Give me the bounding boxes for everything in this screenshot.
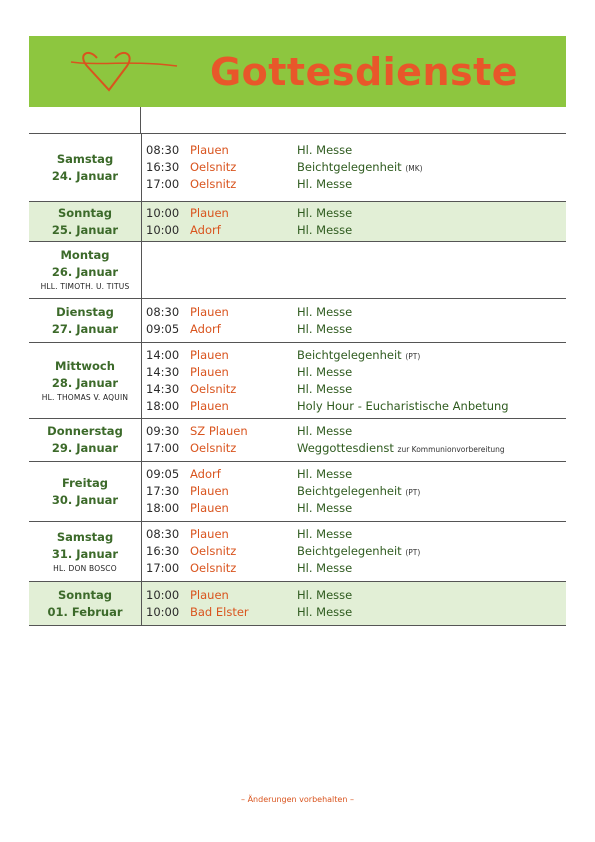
event-time: 10:00 [146,587,180,602]
event-time: 08:30 [146,304,180,319]
event-item [142,364,566,381]
event-note: (PT) [405,488,421,497]
event-service-cell [297,205,566,222]
event-time: 18:00 [146,398,180,413]
day-date: 01. Februar [47,604,123,619]
event-list [142,343,566,418]
event-service-cell [297,483,566,500]
day-row [29,522,566,582]
event-service: Hl. Messe [297,501,353,515]
event-service: Hl. Messe [297,143,353,157]
event-place: Oelsnitz [190,160,237,174]
event-place: Oelsnitz [190,561,237,575]
day-name: Dienstag [56,304,114,319]
day-date: 24. Januar [51,168,119,183]
event-time: 18:00 [146,501,180,515]
event-service-cell [297,142,566,159]
event-service: Hl. Messe [297,381,353,396]
event-place: Plauen [190,347,229,362]
event-item [142,142,566,159]
event-item [142,321,566,338]
event-time: 08:30 [146,527,180,541]
event-item [142,304,566,321]
event-time: 16:30 [146,160,180,174]
day-label [29,419,142,461]
event-item [142,440,566,457]
event-service-cell [297,381,566,398]
day-name: Donnerstag [47,424,123,438]
event-service-cell [297,423,566,440]
day-label [29,202,142,241]
day-name: Sonntag [57,205,113,220]
event-time: 09:05 [146,321,180,336]
event-place: Adorf [190,467,221,481]
day-label [29,299,142,342]
event-time: 17:00 [146,177,180,191]
day-row [29,202,566,242]
event-place: Plauen [190,501,229,515]
event-time: 14:30 [146,364,180,379]
event-place: Oelsnitz [190,544,237,558]
day-name: Freitag [61,475,109,490]
saint-feast: HL. THOMAS V. AQUIN [41,392,129,402]
day-date: 30. Januar [51,492,119,507]
event-list [142,134,566,201]
event-time: 14:30 [146,381,180,396]
day-name: Samstag [56,529,114,544]
heart-logo-icon [69,44,179,96]
day-label [29,134,142,201]
day-date: 29. Januar [51,441,119,455]
day-name: Sonntag [57,587,113,602]
event-service: Hl. Messe [297,205,353,220]
event-place: Oelsnitz [190,381,237,396]
table-header-spacer [29,107,566,134]
day-date: 28. Januar [51,375,119,390]
event-time: 17:00 [146,561,180,575]
event-item [142,560,566,577]
page-title: Gottesdienste [209,50,519,94]
event-service-cell [297,321,566,338]
event-place: SZ Plauen [190,424,248,438]
event-item [142,159,566,176]
event-place: Oelsnitz [190,441,237,455]
event-service-cell [297,222,566,239]
event-list [142,242,566,298]
event-time: 16:30 [146,544,180,558]
event-place: Plauen [190,143,229,157]
event-item [142,176,566,193]
event-time: 10:00 [146,604,180,619]
event-place: Bad Elster [190,604,249,619]
event-service: Holy Hour - Eucharistische Anbetung [297,398,509,413]
schedule-table [29,107,566,626]
event-note: zur Kommunionvorbereitung [397,445,505,454]
event-service-cell [297,466,566,483]
event-service-cell [297,526,566,543]
day-label [29,242,142,298]
event-note: (PT) [405,548,421,557]
event-service-cell [297,364,566,381]
event-service: Weggottesdienst [297,441,394,455]
event-service: Beichtgelegenheit [297,347,402,362]
event-item [142,604,566,621]
day-date: 25. Januar [51,222,119,237]
event-time: 14:00 [146,347,180,362]
event-list [142,419,566,461]
day-label [29,582,142,625]
day-row [29,134,566,202]
footer-note: – Änderungen vorbehalten – [241,795,354,804]
event-item [142,526,566,543]
event-service-cell [297,543,566,560]
event-item [142,500,566,517]
event-service: Hl. Messe [297,222,353,237]
event-note: (MK) [405,164,423,173]
event-time: 17:30 [146,484,180,498]
event-service-cell [297,500,566,517]
event-item [142,466,566,483]
event-place: Adorf [190,321,221,336]
day-name: Montag [60,248,110,262]
day-date: 26. Januar [51,265,119,279]
event-service: Hl. Messe [297,424,353,438]
saint-feast: HL. DON BOSCO [53,563,117,573]
event-time: 10:00 [146,222,180,237]
event-place: Plauen [190,364,229,379]
event-list [142,582,566,625]
day-row [29,582,566,626]
event-service: Hl. Messe [297,587,353,602]
event-service-cell [297,398,566,415]
day-row [29,242,566,299]
event-list [142,299,566,342]
event-item [142,381,566,398]
event-place: Adorf [190,222,221,237]
event-service: Beichtgelegenheit [297,160,402,174]
event-item [142,483,566,500]
event-item [142,222,566,239]
saint-feast: HLL. TIMOTH. U. TITUS [40,282,130,291]
event-service: Beichtgelegenheit [297,484,402,498]
event-time: 10:00 [146,205,180,220]
event-service: Hl. Messe [297,177,353,191]
event-service: Hl. Messe [297,527,353,541]
event-service: Hl. Messe [297,364,353,379]
event-list [142,462,566,521]
event-service-cell [297,587,566,604]
event-service-cell [297,604,566,621]
day-label [29,462,142,521]
event-item [142,347,566,364]
event-service-cell [297,560,566,577]
event-place: Plauen [190,398,229,413]
event-item [142,587,566,604]
event-place: Oelsnitz [190,177,237,191]
event-list [142,202,566,241]
event-item [142,423,566,440]
day-label [29,522,142,581]
event-item [142,205,566,222]
header-banner [29,36,566,107]
day-row [29,299,566,343]
day-date: 27. Januar [51,321,119,336]
day-row [29,419,566,462]
event-list [142,522,566,581]
event-service: Hl. Messe [297,561,353,575]
event-service: Hl. Messe [297,604,353,619]
event-item [142,398,566,415]
event-service: Hl. Messe [297,304,353,319]
event-place: Plauen [190,587,229,602]
event-time: 08:30 [146,143,180,157]
event-place: Plauen [190,484,229,498]
event-time: 09:05 [146,467,180,481]
day-name: Samstag [56,151,114,166]
event-service: Hl. Messe [297,467,353,481]
event-place: Plauen [190,205,229,220]
event-service-cell [297,176,566,193]
event-note: (PT) [405,351,421,361]
event-place: Plauen [190,304,229,319]
day-date: 31. Januar [51,546,119,561]
day-name: Mittwoch [55,358,115,373]
event-time: 17:00 [146,441,180,455]
event-item [142,543,566,560]
event-service-cell [297,159,566,176]
day-row [29,343,566,419]
event-service: Beichtgelegenheit [297,544,402,558]
event-place: Plauen [190,527,229,541]
event-time: 09:30 [146,424,180,438]
day-row [29,462,566,522]
event-service: Hl. Messe [297,321,353,336]
event-service-cell [297,347,566,364]
event-service-cell [297,440,566,457]
day-label [29,343,142,418]
event-service-cell [297,304,566,321]
